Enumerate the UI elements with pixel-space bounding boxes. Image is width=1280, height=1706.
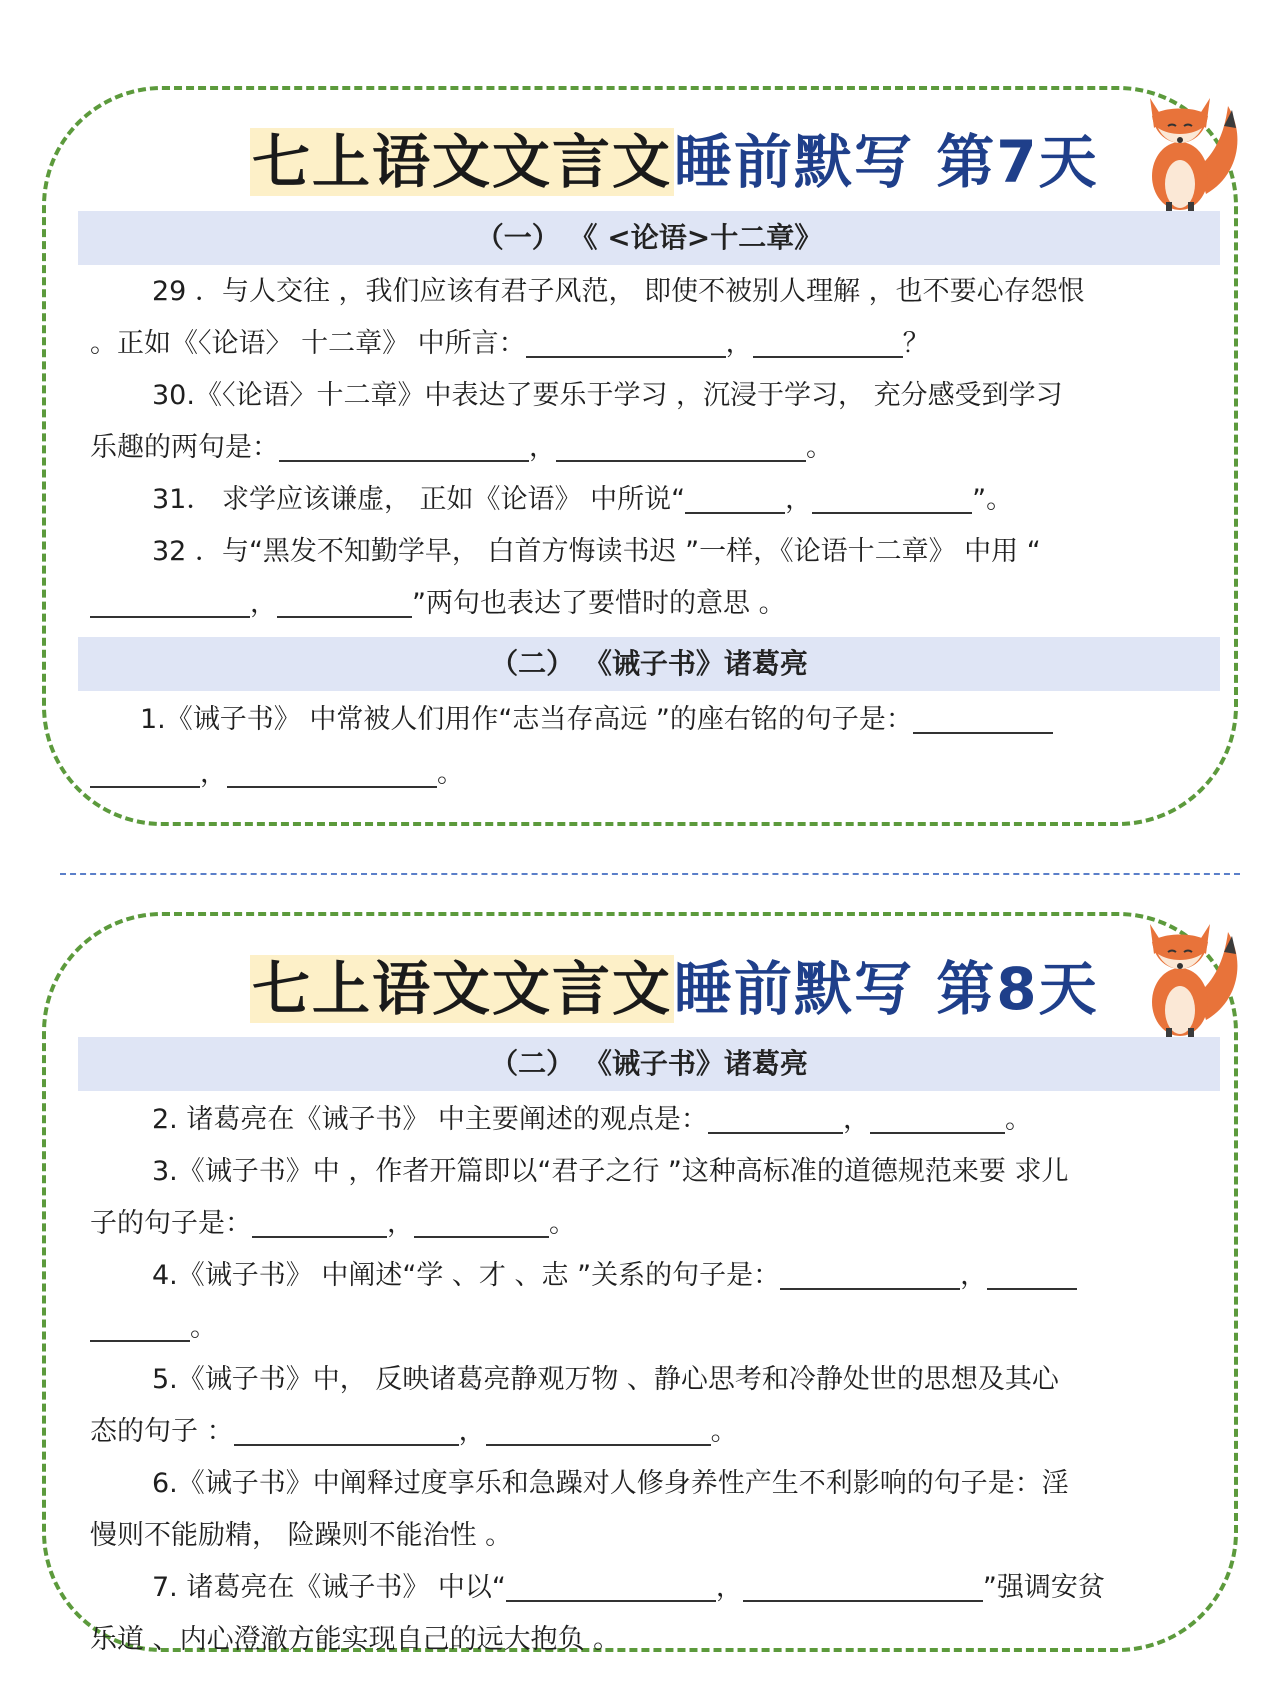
page-title-day8 xyxy=(250,953,1099,1025)
section-header-analects: （一） 《 <论语>十二章》 xyxy=(78,211,1220,265)
answer-blank[interactable] xyxy=(227,756,437,788)
answer-blank[interactable] xyxy=(234,1414,459,1446)
question-3: 3.《诫子书》中 ，作者开篇即以“君子之行 ”这种高标准的道德规范来要 求儿 xyxy=(152,1156,1069,1187)
answer-blank[interactable] xyxy=(414,1206,549,1238)
answer-blank[interactable] xyxy=(913,702,1053,734)
section-header-admonition: （二） 《诫子书》诸葛亮 xyxy=(78,1037,1220,1091)
question-4: 4.《诫子书》 中阐述“学 、才 、志 ”关系的句子是： ， xyxy=(90,1250,1210,1302)
question-6: 6.《诫子书》中阐释过度享乐和急躁对人修身养性产生不利影响的句子是：淫 xyxy=(152,1468,1069,1499)
answer-blank[interactable] xyxy=(279,430,529,462)
section-header-admonition: （二） 《诫子书》诸葛亮 xyxy=(78,637,1220,691)
question-32: 32 ．与“黑发不知勤学早， 白首方悔读书迟 ”一样，《论语十二章》 中用 “ xyxy=(152,536,1041,567)
fox-icon xyxy=(1128,76,1248,216)
question-5: 5.《诫子书》中， 反映诸葛亮静观万物 、静心思考和冷静处世的思想及其心 xyxy=(152,1364,1059,1395)
answer-blank[interactable] xyxy=(90,1310,190,1342)
page-separator xyxy=(60,873,1240,875)
answer-blank[interactable] xyxy=(685,482,785,514)
question-2: 2. 诸葛亮在《诫子书》 中主要阐述的观点是： ， 。 xyxy=(152,1104,1032,1135)
question-29: 29 ．与人交往 ，我们应该有君子风范， 即使不被别人理解 ，也不要心存怨恨 xyxy=(152,276,1085,307)
title-highlight: 七上语文文言文 xyxy=(252,955,673,1023)
answer-blank[interactable] xyxy=(870,1102,1005,1134)
answer-blank[interactable] xyxy=(743,1570,983,1602)
question-7: 7. 诸葛亮在《诫子书》 中以“ ， ”强调安贫 xyxy=(152,1572,1105,1603)
answer-blank[interactable] xyxy=(526,326,726,358)
question-30: 30.《〈论语〉十二章》中表达了要乐于学习 ，沉浸于学习， 充分感受到学习 xyxy=(152,380,1063,411)
title-rest: 睡前默写 第7天 xyxy=(674,128,1099,196)
answer-blank[interactable] xyxy=(753,326,903,358)
question-1: 1.《诫子书》 中常被人们用作“志当存高远 ”的座右铭的句子是： xyxy=(90,694,1210,746)
page-title-day7 xyxy=(250,126,1099,198)
fox-icon xyxy=(1128,902,1248,1042)
answer-blank[interactable] xyxy=(90,756,200,788)
answer-blank[interactable] xyxy=(277,586,412,618)
answer-blank[interactable] xyxy=(780,1258,960,1290)
answer-blank[interactable] xyxy=(987,1258,1077,1290)
answer-blank[interactable] xyxy=(812,482,972,514)
answer-blank[interactable] xyxy=(506,1570,716,1602)
answer-blank[interactable] xyxy=(556,430,806,462)
answer-blank[interactable] xyxy=(90,586,250,618)
title-highlight: 七上语文文言文 xyxy=(252,128,673,196)
title-rest: 睡前默写 第8天 xyxy=(674,955,1099,1023)
answer-blank[interactable] xyxy=(708,1102,843,1134)
answer-blank[interactable] xyxy=(486,1414,711,1446)
question-31: 31． 求学应该谦虚， 正如《论语》 中所说“ ， ”。 xyxy=(152,484,1014,515)
answer-blank[interactable] xyxy=(252,1206,387,1238)
